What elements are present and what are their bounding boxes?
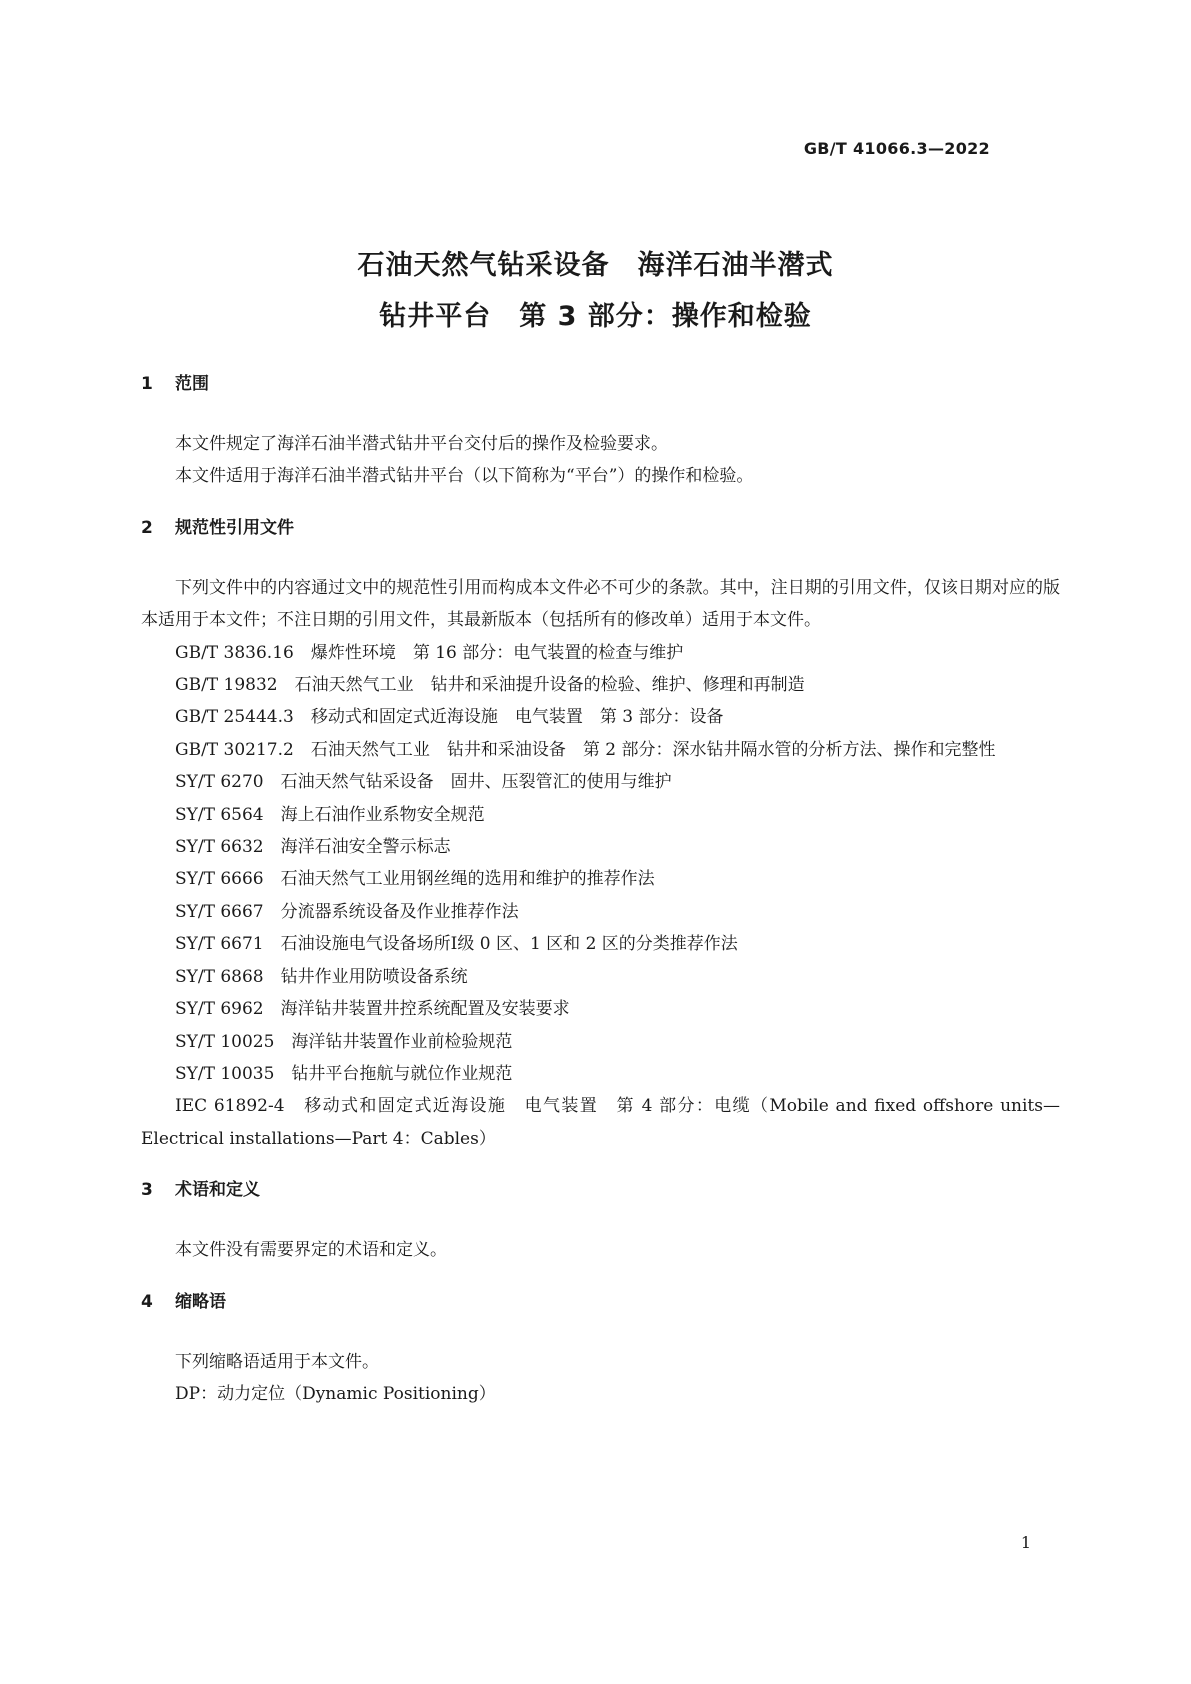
standard-number: GB/T 41066.3—2022 bbox=[803, 139, 990, 158]
section-heading-terms-definitions bbox=[141, 1170, 1060, 1210]
section-heading-abbreviations bbox=[141, 1282, 1060, 1322]
reference-item: SY/T 6564 海上石油作业系物安全规范 bbox=[175, 804, 485, 825]
reference-item: SY/T 6671 石油设施电气设备场所Ⅰ级 0 区、1 区和 2 区的分类推荐作法 bbox=[175, 934, 738, 955]
reference-item: SY/T 10035 钻井平台拖航与就位作业规范 bbox=[175, 1063, 513, 1084]
reference-item: SY/T 6962 海洋钻井装置井控系统配置及安装要求 bbox=[175, 999, 570, 1020]
reference-item: SY/T 6632 海洋石油安全警示标志 bbox=[175, 837, 451, 858]
section-title: 范围 bbox=[175, 374, 209, 394]
section-heading-scope bbox=[141, 364, 1060, 404]
section-title: 术语和定义 bbox=[175, 1180, 260, 1201]
title-line-1: 石油天然气钻采设备 海洋石油半潜式 bbox=[357, 250, 834, 281]
reference-item: GB/T 19832 石油天然气工业 钻井和采油提升设备的检验、维护、修理和再制造 bbox=[175, 675, 805, 696]
reference-item: GB/T 25444.3 移动式和固定式近海设施 电气装置 第 3 部分：设备 bbox=[175, 707, 724, 728]
section-number: 4 bbox=[141, 1291, 153, 1312]
reference-item: SY/T 6667 分流器系统设备及作业推荐作法 bbox=[175, 901, 519, 922]
page-number: 1 bbox=[1020, 1533, 1031, 1552]
section-number: 2 bbox=[141, 517, 153, 538]
section-title: 规范性引用文件 bbox=[175, 517, 294, 538]
paragraph: 本文件适用于海洋石油半潜式钻井平台（以下简称为“平台”）的操作和检验。 bbox=[175, 466, 754, 487]
reference-item: SY/T 6666 石油天然气工业用钢丝绳的选用和维护的推荐作法 bbox=[175, 869, 655, 890]
reference-item: SY/T 6270 石油天然气钻采设备 固井、压裂管汇的使用与维护 bbox=[175, 772, 672, 793]
paragraph: 下列缩略语适用于本文件。 bbox=[175, 1351, 379, 1372]
reference-item: GB/T 30217.2 石油天然气工业 钻井和采油设备 第 2 部分：深水钻井隔水管的分析方法、操作和完整性 bbox=[175, 739, 996, 760]
title-line-2: 钻井平台 第 3 部分：操作和检验 bbox=[379, 301, 812, 332]
reference-item: IEC 61892-4 移动式和固定式近海设施 电气装置 第 4 部分：电缆（Mobile and fixed offshore units—Electrical installations—Part 4：Cables） bbox=[141, 1096, 1060, 1149]
reference-item: GB/T 3836.16 爆炸性环境 第 16 部分：电气装置的检查与维护 bbox=[175, 642, 684, 663]
paragraph: 下列文件中的内容通过文中的规范性引用而构成本文件必不可少的条款。其中，注日期的引用文件，仅该日期对应的版本适用于本文件；不注日期的引用文件，其最新版本（包括所有的修改单）适用于本文件。 bbox=[141, 577, 1060, 631]
reference-item: SY/T 10025 海洋钻井装置作业前检验规范 bbox=[175, 1031, 513, 1052]
reference-item: SY/T 6868 钻井作业用防喷设备系统 bbox=[175, 966, 468, 987]
section-number: 1 bbox=[141, 374, 153, 394]
paragraph: 本文件规定了海洋石油半潜式钻井平台交付后的操作及检验要求。 bbox=[175, 434, 668, 454]
section-title: 缩略语 bbox=[175, 1291, 226, 1312]
section-heading-normative-references bbox=[141, 508, 1060, 548]
section-number: 3 bbox=[141, 1180, 153, 1201]
document-title bbox=[0, 240, 1191, 342]
paragraph: 本文件没有需要界定的术语和定义。 bbox=[175, 1240, 447, 1261]
abbreviation-item: DP：动力定位（Dynamic Positioning） bbox=[175, 1383, 496, 1404]
document-body bbox=[141, 374, 1060, 1410]
